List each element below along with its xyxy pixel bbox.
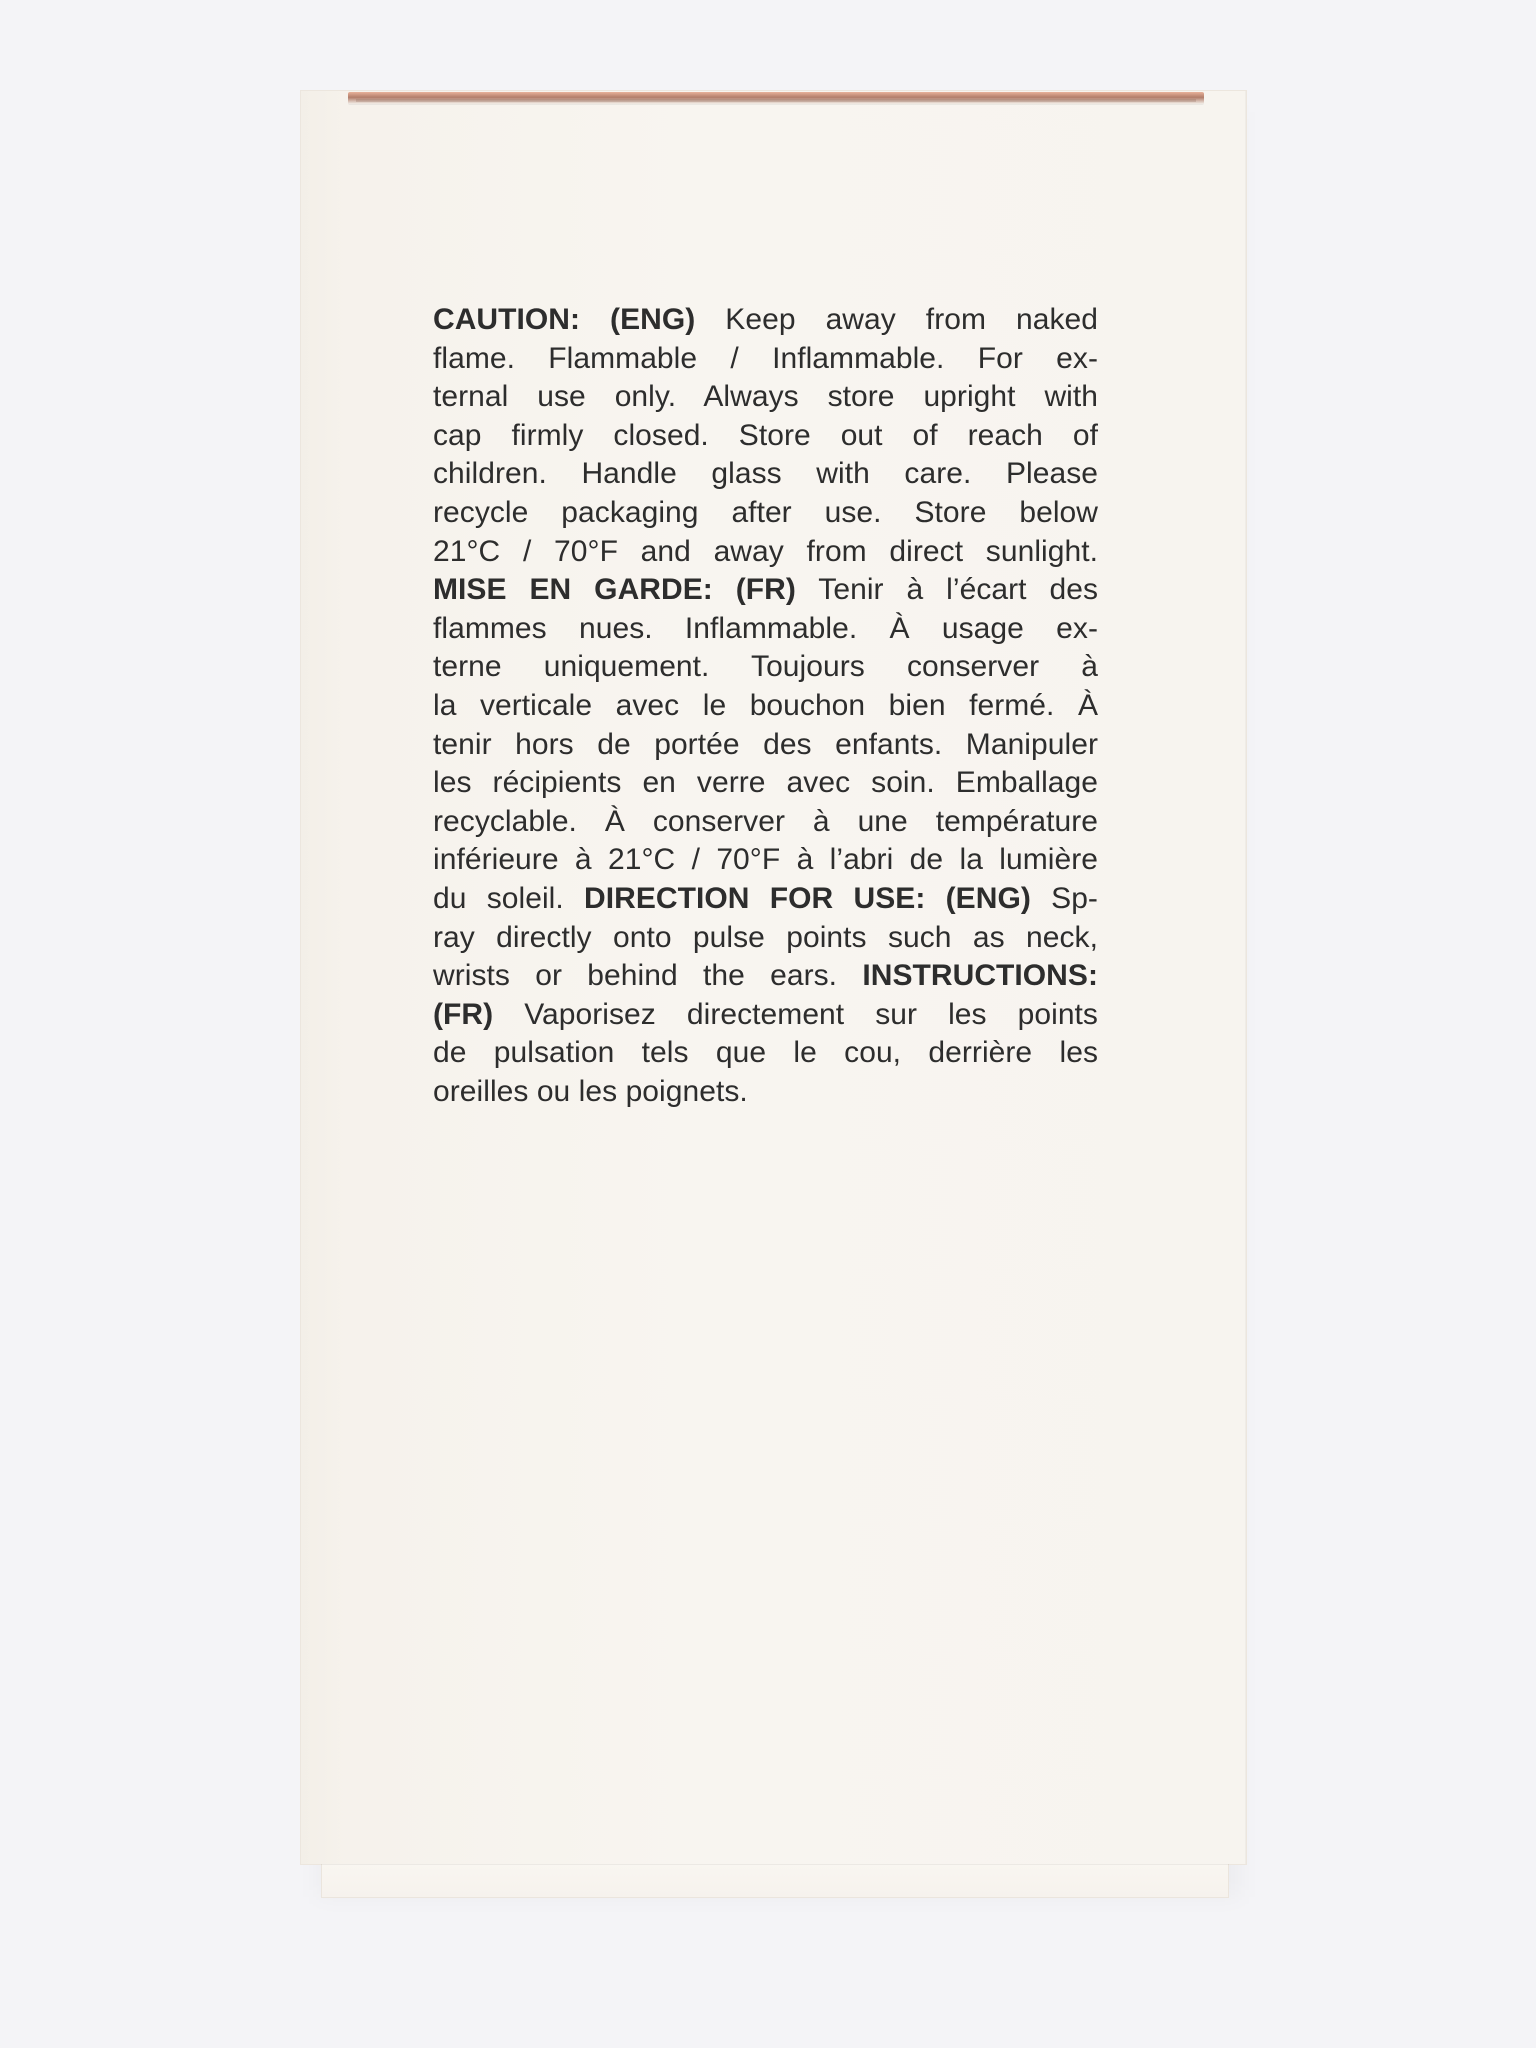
label-line bbox=[433, 378, 1098, 417]
label-heading: INSTRUCTIONS: bbox=[862, 959, 1098, 993]
label-text: Vaporisez directement sur les points bbox=[493, 997, 1098, 1031]
label-text: cap firmly closed. Store out of reach of bbox=[433, 418, 1098, 452]
label-text: flame. Flammable / Inflammable. For ex- bbox=[433, 341, 1098, 375]
label-text: du soleil. bbox=[433, 881, 585, 915]
box-inner-lid bbox=[321, 1864, 1229, 1898]
label-line bbox=[433, 919, 1098, 958]
label-text: Keep away from naked bbox=[695, 303, 1098, 336]
label-line bbox=[433, 1034, 1098, 1073]
box-lid-line bbox=[321, 1864, 1229, 1865]
label-heading: MISE EN GARDE: (FR) bbox=[433, 573, 796, 607]
label-text: recyclable. À conserver à une température bbox=[433, 804, 1098, 838]
label-line bbox=[433, 533, 1098, 572]
label-text: les récipients en verre avec soin. Emballage bbox=[433, 766, 1098, 800]
label-line bbox=[433, 880, 1098, 919]
label-line bbox=[433, 417, 1098, 456]
label-text: children. Handle glass with care. Please bbox=[433, 457, 1098, 491]
label-line bbox=[433, 764, 1098, 803]
label-text: ray directly onto pulse points such as neck, bbox=[433, 920, 1098, 954]
label-line bbox=[433, 841, 1098, 880]
label-heading: CAUTION: (ENG) bbox=[433, 303, 696, 336]
label-line bbox=[433, 610, 1098, 649]
label-text: Sp- bbox=[1030, 881, 1098, 915]
label-line bbox=[433, 726, 1098, 765]
label-text: ternal use only. Always store upright with bbox=[433, 380, 1098, 414]
label-line bbox=[433, 340, 1098, 379]
label-text: Tenir à l’écart des bbox=[795, 573, 1099, 607]
label-text: recycle packaging after use. Store below bbox=[433, 495, 1098, 529]
label-text: inférieure à 21°C / 70°F à l’abri de la lumière bbox=[433, 843, 1098, 877]
label-heading: (FR) bbox=[433, 997, 494, 1031]
label-line bbox=[433, 455, 1098, 494]
label-text: 21°C / 70°F and away from direct sunlight. bbox=[433, 534, 1098, 568]
label-text: tenir hors de portée des enfants. Manipuler bbox=[433, 727, 1098, 761]
label-line bbox=[433, 571, 1098, 610]
label-line bbox=[433, 803, 1098, 842]
label-text: terne uniquement. Toujours conserver à bbox=[433, 650, 1098, 684]
label-line bbox=[433, 687, 1098, 726]
caution-label bbox=[433, 301, 1098, 1111]
label-heading: DIRECTION FOR USE: (ENG) bbox=[584, 881, 1031, 915]
label-line bbox=[433, 1073, 1098, 1112]
label-text: de pulsation tels que le cou, derrière les bbox=[433, 1036, 1098, 1070]
label-line bbox=[433, 957, 1098, 996]
label-line bbox=[433, 494, 1098, 533]
box-top-rim bbox=[348, 92, 1204, 104]
label-text: flammes nues. Inflammable. À usage ex- bbox=[433, 611, 1098, 645]
label-text: wrists or behind the ears. bbox=[433, 959, 863, 993]
label-text: la verticale avec le bouchon bien fermé. À bbox=[433, 688, 1098, 722]
label-line bbox=[433, 648, 1098, 687]
label-text: oreilles ou les poignets. bbox=[433, 1074, 748, 1108]
label-line bbox=[433, 301, 1098, 340]
label-line bbox=[433, 996, 1098, 1035]
